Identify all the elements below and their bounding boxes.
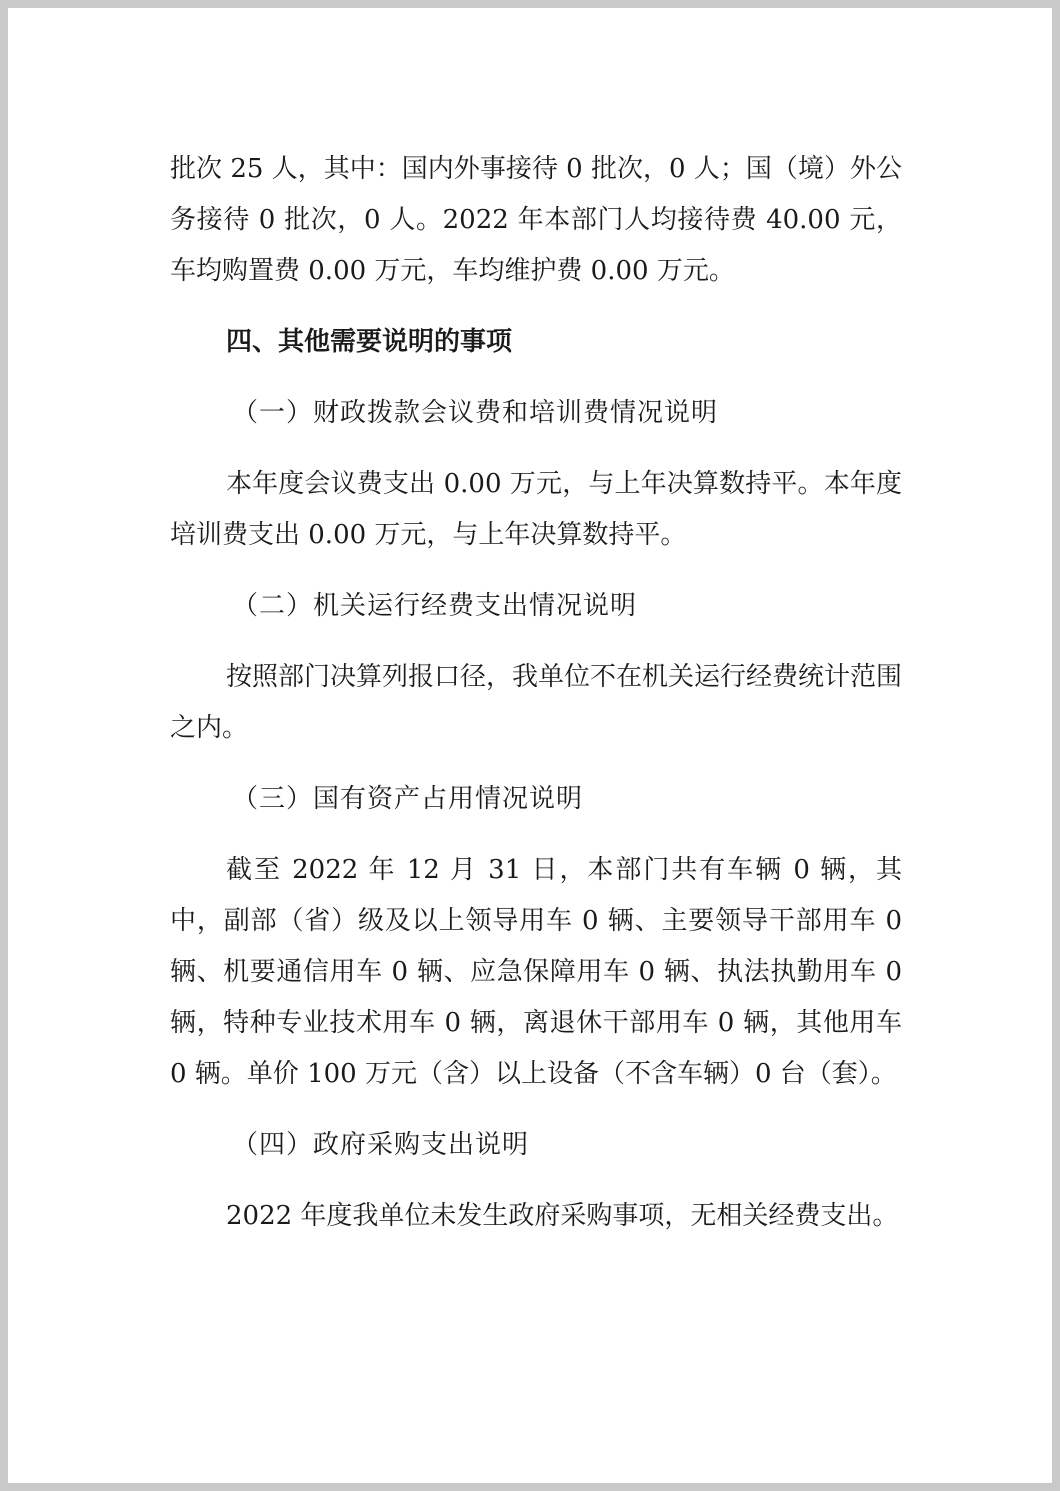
subheading-state-assets: （三）国有资产占用情况说明 [232, 784, 584, 814]
paragraph-operating-expenses: 按照部门决算列报口径，我单位不在机关运行经费统计范围之内。 [170, 662, 903, 743]
paragraph-continuation: 批次 25 人，其中：国内外事接待 0 批次，0 人；国（境）外公务接待 0 批次，0 人。2022 年本部门人均接待费 40.00 元，车均购置费 0.00 万元，车均维护费 0.00 万元。 [170, 154, 902, 286]
subheading-operating-expenses: （二）机关运行经费支出情况说明 [232, 591, 638, 621]
paragraph-procurement: 2022 年度我单位未发生政府采购事项，无相关经费支出。 [226, 1201, 899, 1231]
section-heading-other-matters: 四、其他需要说明的事项 [226, 327, 513, 357]
document-page [8, 8, 1052, 1483]
subheading-meeting-training: （一）财政拨款会议费和培训费情况说明 [232, 398, 719, 428]
subheading-procurement: （四）政府采购支出说明 [232, 1130, 530, 1160]
document-body [170, 144, 902, 1242]
paragraph-state-assets: 截至 2022 年 12 月 31 日，本部门共有车辆 0 辆，其中，副部（省）级及以上领导用车 0 辆、主要领导干部用车 0 辆、机要通信用车 0 辆、应急保障用车 0 辆、执法执勤用车 0 辆，特种专业技术用车 0 辆，离退休干部用车 0 辆，其他用车 0 辆。单价 100 万元（含）以上设备（不含车辆）0 台（套）。 [170, 855, 902, 1089]
paragraph-meeting-training: 本年度会议费支出 0.00 万元，与上年决算数持平。本年度培训费支出 0.00 万元，与上年决算数持平。 [170, 469, 902, 550]
